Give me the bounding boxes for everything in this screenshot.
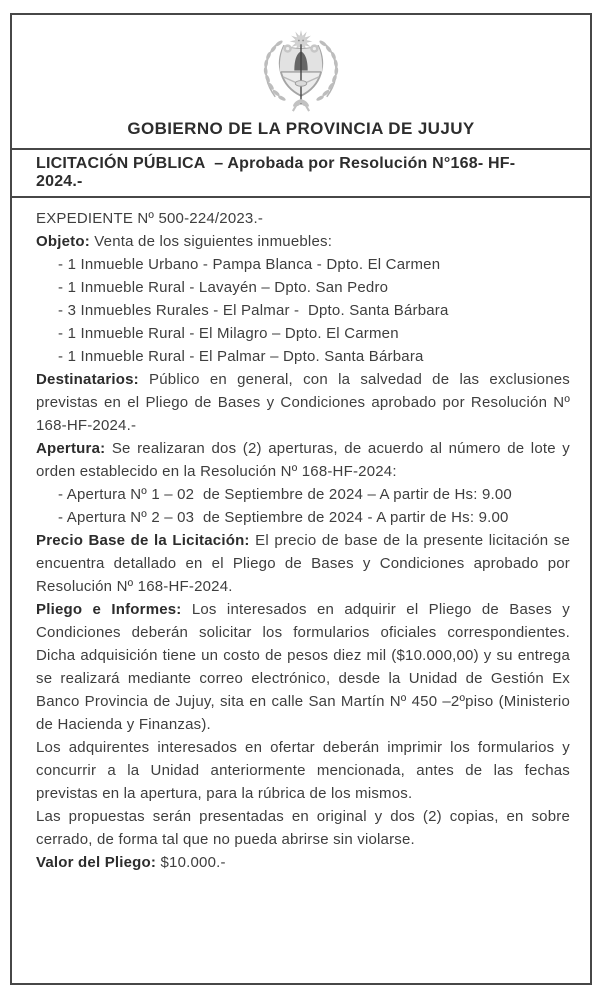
subject-title: LICITACIÓN PÚBLICA – Aprobada por Resolución N°168- HF- 2024.-: [36, 155, 520, 190]
objeto-label: Objeto:: [36, 233, 90, 250]
destinatarios-label: Destinatarios:: [36, 371, 139, 388]
adquirentes-paragraph: Los adquirentes interesados en ofertar deberán imprimir los formularios y concurrir a la Unidad anteriormente mencionada, antes de las fechas previstas en la apertura, para la rúbrica de los mismos.: [36, 739, 570, 802]
destinatarios-paragraph: [36, 368, 570, 437]
document-body: [12, 198, 590, 874]
list-item: - 3 Inmuebles Rurales - El Palmar - Dpto. Santa Bárbara: [58, 302, 449, 319]
valor-pliego-text: $10.000.-: [160, 854, 226, 871]
jujuy-coat-of-arms-icon: [253, 29, 349, 113]
precio-base-label: Precio Base de la Licitación:: [36, 532, 250, 549]
pliego-informes-label: Pliego e Informes:: [36, 601, 182, 618]
objeto-text: Venta de los siguientes inmuebles:: [94, 233, 333, 250]
document-header: [12, 15, 590, 150]
precio-base-text: El precio de base de la presente licitación se encuentra detallado en el Pliego de Bases y Condiciones aprobado por Resolución Nº 168-HF-2024.: [36, 532, 571, 595]
list-item: - 1 Inmueble Rural - El Milagro – Dpto. El Carmen: [58, 325, 399, 342]
objeto-list: [36, 253, 570, 368]
list-item: - 1 Inmueble Rural - Lavayén – Dpto. San Pedro: [58, 279, 389, 296]
list-item: - Apertura Nº 2 – 03 de Septiembre de 2024 - A partir de Hs: 9.00: [58, 509, 509, 526]
pliego-informes-paragraph: [36, 598, 570, 736]
destinatarios-text: Público en general, con la salvedad de las exclusiones previstas en el Pliego de Bases y Condiciones aprobado por Resolución Nº 168-HF-2024.-: [36, 371, 570, 434]
subject-bar: [12, 150, 590, 198]
notice-document: [10, 13, 592, 985]
list-item: - Apertura Nº 1 – 02 de Septiembre de 2024 – A partir de Hs: 9.00: [58, 486, 512, 503]
apertura-label: Apertura:: [36, 440, 106, 457]
apertura-text: Se realizaran dos (2) aperturas, de acuerdo al número de lote y orden establecido en la Resolución Nº 168-HF-2024:: [36, 440, 570, 480]
pliego-informes-text: Los interesados en adquirir el Pliego de Bases y Condiciones deberán solicitar los formularios oficiales correspondientes. Dicha adquisición tiene un costo de pesos diez mil ($10.000,00) y su entrega se realizará mediante correo electrónico, desde la Unidad de Gestión Ex Banco Provincia de Jujuy, sita en calle San Martín Nº 450 –2ºpiso (Ministerio de Hacienda y Finanzas).: [36, 601, 570, 733]
propuestas-paragraph: Las propuestas serán presentadas en original y dos (2) copias, en sobre cerrado, de forma tal que no pueda abrirse sin violarse.: [36, 808, 570, 848]
expediente-line: EXPEDIENTE Nº 500-224/2023.-: [36, 210, 264, 227]
objeto-paragraph: [36, 230, 570, 253]
valor-pliego-label: Valor del Pliego:: [36, 854, 157, 871]
precio-base-paragraph: [36, 529, 570, 598]
org-title: GOBIERNO DE LA PROVINCIA DE JUJUY: [127, 119, 475, 138]
list-item: - 1 Inmueble Rural - El Palmar – Dpto. Santa Bárbara: [58, 348, 424, 365]
apertura-list: [36, 483, 570, 529]
apertura-paragraph: [36, 437, 570, 483]
valor-pliego-paragraph: [36, 851, 570, 874]
list-item: - 1 Inmueble Urbano - Pampa Blanca - Dpto. El Carmen: [58, 256, 441, 273]
